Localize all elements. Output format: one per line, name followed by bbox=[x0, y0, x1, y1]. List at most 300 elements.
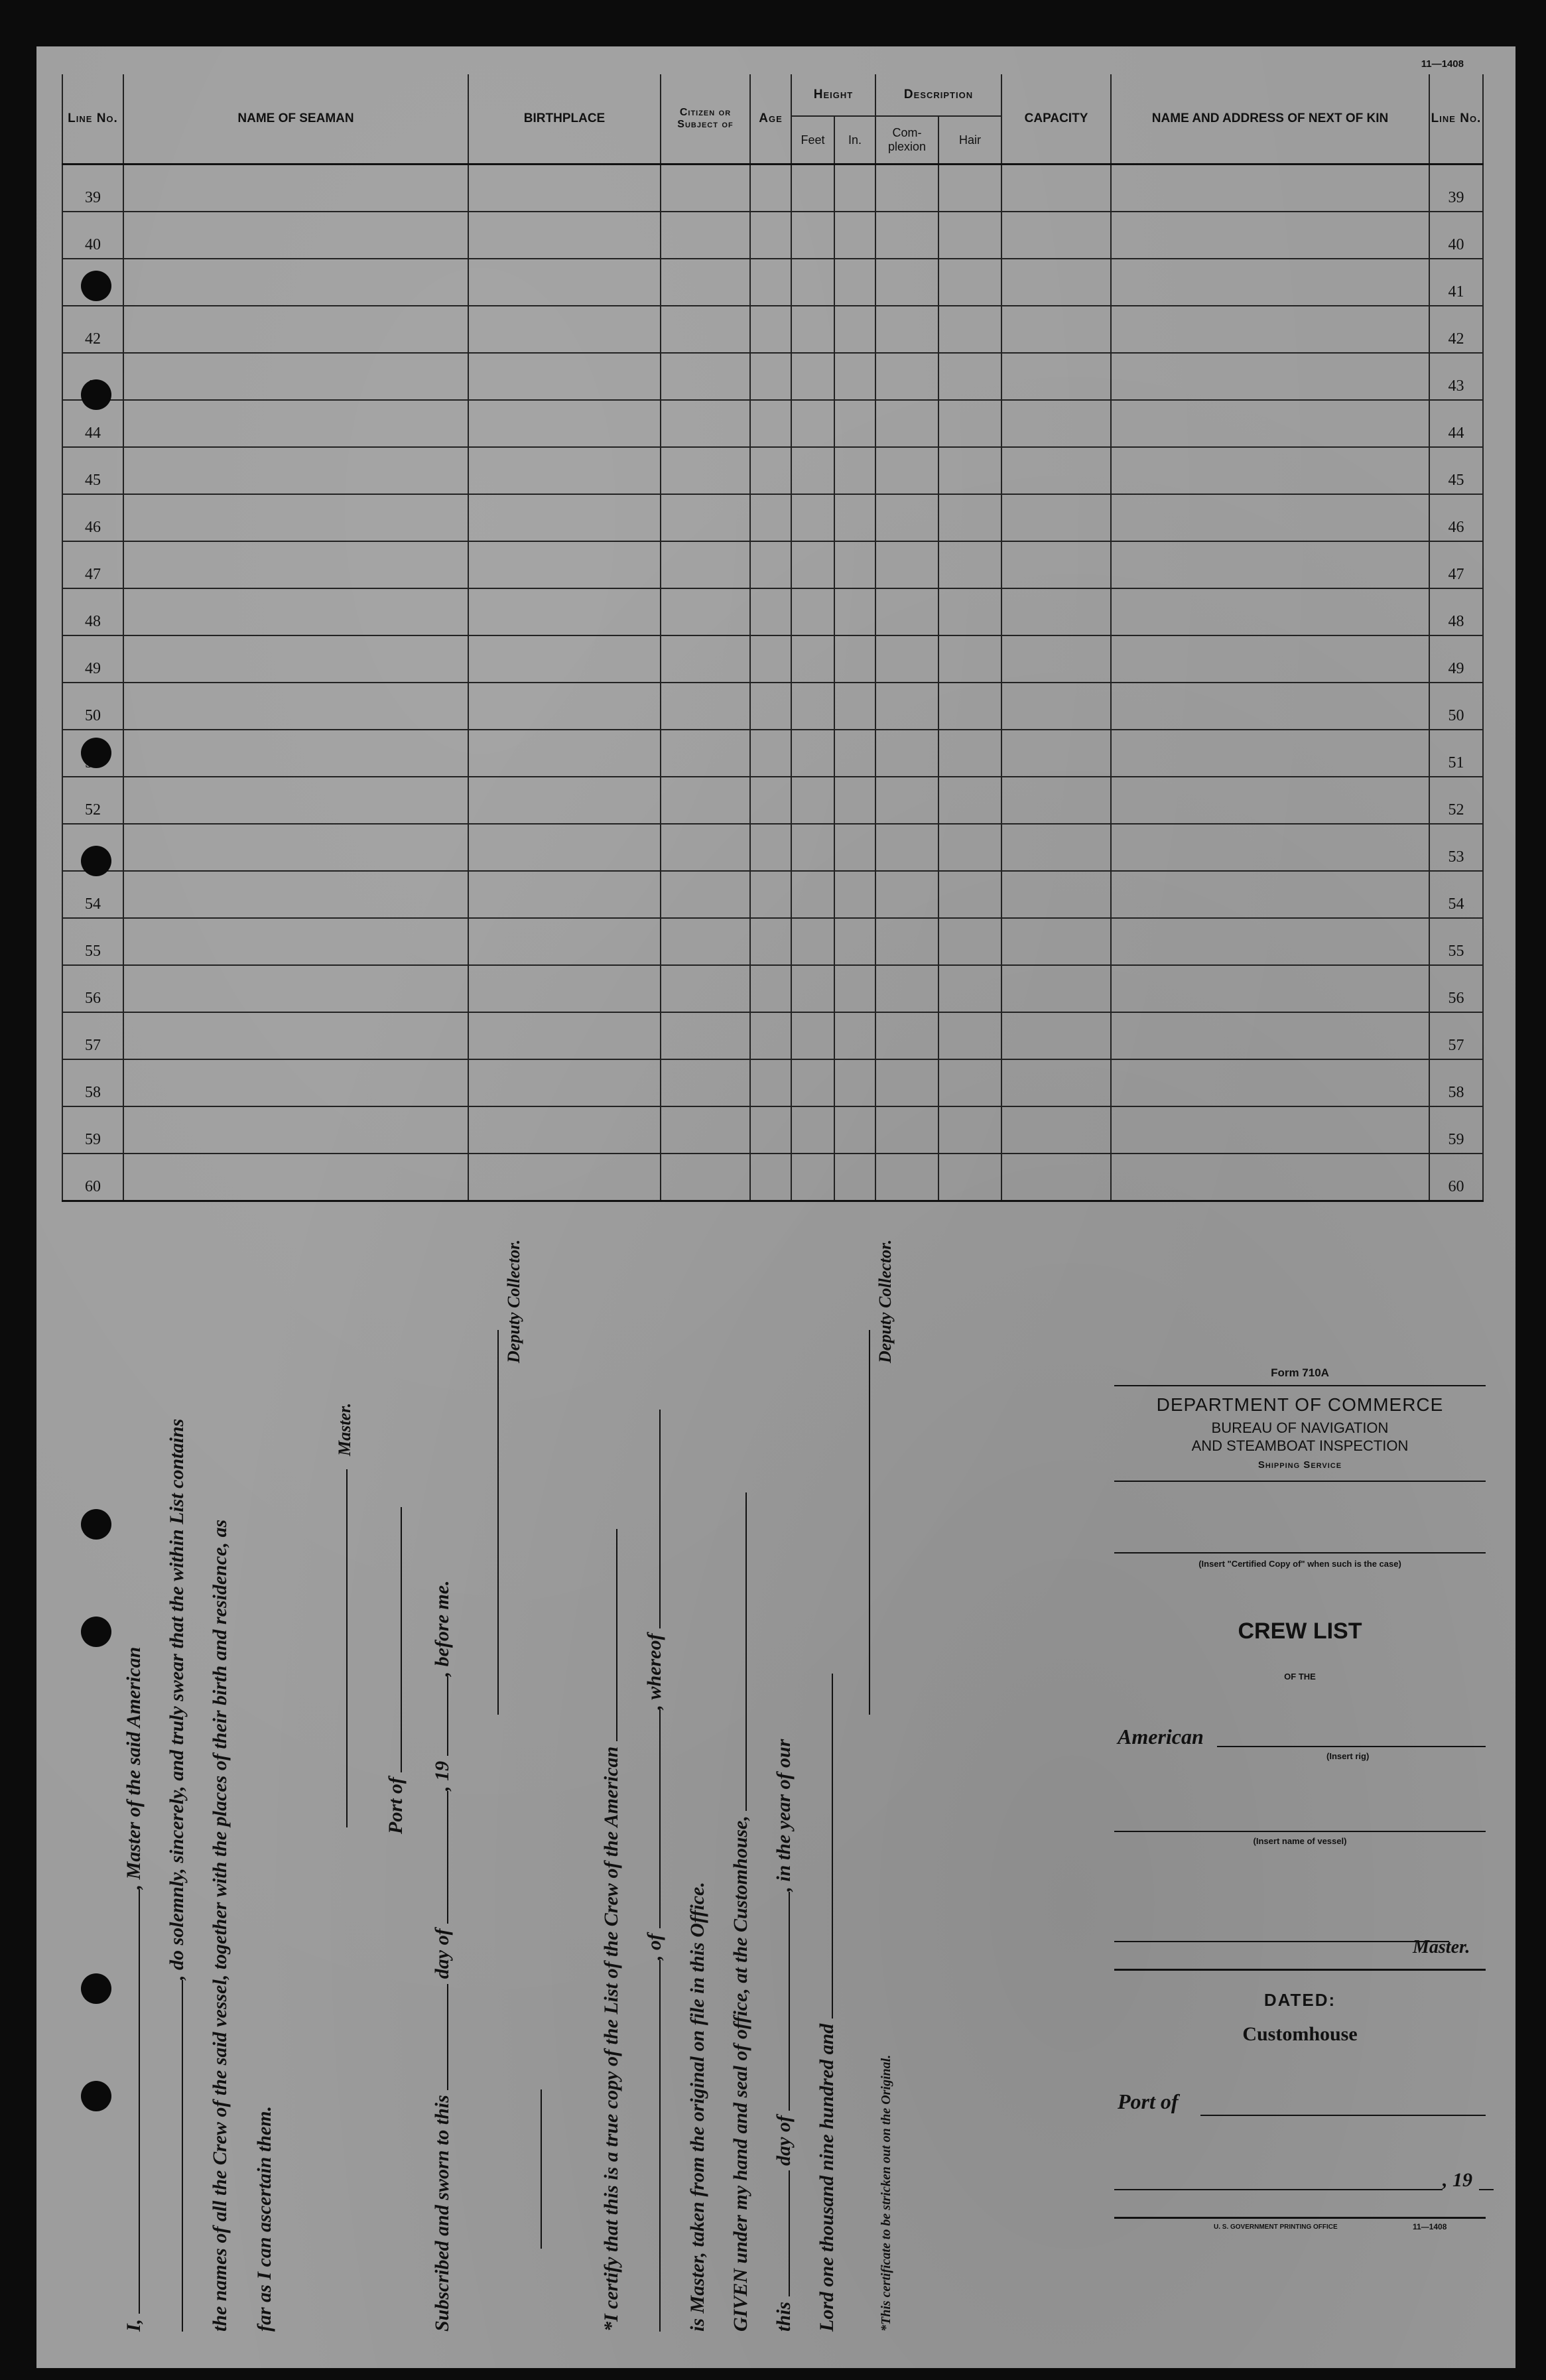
table-row bbox=[62, 965, 1483, 1012]
table-cell[interactable] bbox=[791, 447, 834, 494]
table-cell[interactable] bbox=[1001, 447, 1111, 494]
table-cell[interactable] bbox=[834, 259, 875, 306]
table-cell[interactable] bbox=[123, 730, 468, 777]
table-cell[interactable] bbox=[750, 1154, 791, 1201]
oath-of: , of bbox=[643, 1934, 665, 1960]
table-cell[interactable] bbox=[750, 777, 791, 824]
table-cell[interactable] bbox=[750, 1059, 791, 1106]
table-cell[interactable] bbox=[468, 165, 661, 212]
table-row bbox=[62, 1059, 1483, 1106]
table-cell[interactable] bbox=[1111, 541, 1429, 588]
table-cell[interactable] bbox=[1001, 683, 1111, 730]
table-cell[interactable] bbox=[750, 730, 791, 777]
line-number: 46 bbox=[62, 494, 123, 541]
table-cell[interactable] bbox=[750, 306, 791, 353]
table-cell[interactable] bbox=[123, 871, 468, 918]
table-cell[interactable] bbox=[791, 824, 834, 871]
table-cell[interactable] bbox=[123, 588, 468, 635]
table-cell[interactable] bbox=[661, 965, 750, 1012]
table-cell[interactable] bbox=[750, 918, 791, 965]
line-number-right: 49 bbox=[1429, 635, 1483, 683]
oath-block bbox=[106, 1217, 902, 2332]
table-cell[interactable] bbox=[875, 259, 938, 306]
table-cell[interactable] bbox=[875, 965, 938, 1012]
customhouse-label: Customhouse bbox=[1242, 2023, 1358, 2045]
table-cell[interactable] bbox=[938, 353, 1001, 400]
table-cell[interactable] bbox=[938, 777, 1001, 824]
table-cell[interactable] bbox=[875, 871, 938, 918]
table-cell[interactable] bbox=[834, 777, 875, 824]
table-cell[interactable] bbox=[661, 1012, 750, 1059]
table-cell[interactable] bbox=[750, 541, 791, 588]
table-cell[interactable] bbox=[791, 212, 834, 259]
table-cell[interactable] bbox=[791, 400, 834, 447]
table-cell[interactable] bbox=[1111, 306, 1429, 353]
oath-before-me: , before me. bbox=[431, 1580, 453, 1677]
oath-subscribed: Subscribed and sworn to this bbox=[431, 2095, 453, 2332]
line-number-right: 58 bbox=[1429, 1059, 1483, 1106]
line-number-right: 60 bbox=[1429, 1154, 1483, 1201]
form-number: Form 710A bbox=[1271, 1366, 1329, 1379]
table-cell[interactable] bbox=[938, 259, 1001, 306]
table-cell[interactable] bbox=[791, 165, 834, 212]
table-cell[interactable] bbox=[791, 353, 834, 400]
table-cell[interactable] bbox=[938, 494, 1001, 541]
table-cell[interactable] bbox=[661, 306, 750, 353]
table-cell[interactable] bbox=[750, 824, 791, 871]
table-cell[interactable] bbox=[875, 777, 938, 824]
table-cell[interactable] bbox=[661, 824, 750, 871]
table-cell[interactable] bbox=[750, 353, 791, 400]
table-cell[interactable] bbox=[123, 918, 468, 965]
table-row bbox=[62, 1106, 1483, 1154]
table-cell[interactable] bbox=[1111, 1106, 1429, 1154]
line-number: 44 bbox=[62, 400, 123, 447]
table-cell[interactable] bbox=[123, 683, 468, 730]
table-cell[interactable] bbox=[468, 212, 661, 259]
table-cell[interactable] bbox=[938, 871, 1001, 918]
table-cell[interactable] bbox=[875, 1154, 938, 1201]
table-cell[interactable] bbox=[468, 400, 661, 447]
table-cell[interactable] bbox=[938, 447, 1001, 494]
table-cell[interactable] bbox=[938, 400, 1001, 447]
table-cell[interactable] bbox=[468, 1106, 661, 1154]
table-cell[interactable] bbox=[123, 635, 468, 683]
table-cell[interactable] bbox=[938, 306, 1001, 353]
table-cell[interactable] bbox=[661, 1154, 750, 1201]
dept-of-commerce: DEPARTMENT OF COMMERCE bbox=[1156, 1394, 1444, 1415]
table-cell[interactable] bbox=[750, 635, 791, 683]
table-cell[interactable] bbox=[123, 965, 468, 1012]
american-label: American bbox=[1118, 1725, 1204, 1749]
table-cell[interactable] bbox=[123, 400, 468, 447]
table-cell[interactable] bbox=[875, 1059, 938, 1106]
table-cell[interactable] bbox=[938, 730, 1001, 777]
table-cell[interactable] bbox=[1001, 165, 1111, 212]
table-cell[interactable] bbox=[938, 1154, 1001, 1201]
table-cell[interactable] bbox=[875, 306, 938, 353]
table-cell[interactable] bbox=[1001, 1154, 1111, 1201]
table-cell[interactable] bbox=[791, 635, 834, 683]
line-number-right: 54 bbox=[1429, 871, 1483, 918]
oath-deputy-collector-2: Deputy Collector. bbox=[875, 1239, 895, 1363]
table-cell[interactable] bbox=[661, 494, 750, 541]
table-cell[interactable] bbox=[938, 1012, 1001, 1059]
table-cell[interactable] bbox=[875, 353, 938, 400]
table-cell[interactable] bbox=[1001, 212, 1111, 259]
header-next-of-kin: NAME AND ADDRESS OF NEXT OF KIN bbox=[1111, 74, 1429, 165]
table-cell[interactable] bbox=[791, 871, 834, 918]
table-cell[interactable] bbox=[750, 259, 791, 306]
table-cell[interactable] bbox=[468, 494, 661, 541]
form-code-top: 11—1408 bbox=[1421, 58, 1464, 70]
header-feet: Feet bbox=[791, 116, 834, 165]
table-cell[interactable] bbox=[791, 306, 834, 353]
table-cell[interactable] bbox=[468, 306, 661, 353]
table-cell[interactable] bbox=[123, 494, 468, 541]
header-name-of-seaman: NAME OF SEAMAN bbox=[123, 74, 468, 165]
line-number: 52 bbox=[62, 777, 123, 824]
table-cell[interactable] bbox=[834, 1106, 875, 1154]
table-cell[interactable] bbox=[1111, 494, 1429, 541]
table-cell[interactable] bbox=[468, 588, 661, 635]
table-cell[interactable] bbox=[1111, 635, 1429, 683]
table-cell[interactable] bbox=[834, 1059, 875, 1106]
table-cell[interactable] bbox=[791, 588, 834, 635]
table-cell[interactable] bbox=[661, 353, 750, 400]
table-cell[interactable] bbox=[468, 1059, 661, 1106]
table-cell[interactable] bbox=[661, 259, 750, 306]
table-cell[interactable] bbox=[938, 1059, 1001, 1106]
table-cell[interactable] bbox=[875, 588, 938, 635]
punch-hole bbox=[81, 738, 111, 768]
header-line-no-right: Line No. bbox=[1429, 74, 1483, 165]
deputy-collector-signature-line-2[interactable] bbox=[869, 1330, 870, 1715]
table-cell[interactable] bbox=[468, 1154, 661, 1201]
table-cell[interactable] bbox=[791, 1106, 834, 1154]
table-cell[interactable] bbox=[791, 494, 834, 541]
crew-table bbox=[62, 74, 1484, 1202]
table-cell[interactable] bbox=[938, 1106, 1001, 1154]
crew-list-title: CREW LIST bbox=[1238, 1619, 1362, 1644]
line-number-right: 55 bbox=[1429, 918, 1483, 965]
table-cell[interactable] bbox=[938, 824, 1001, 871]
table-cell[interactable] bbox=[1111, 400, 1429, 447]
table-cell[interactable] bbox=[468, 871, 661, 918]
table-cell[interactable] bbox=[1111, 730, 1429, 777]
table-cell[interactable] bbox=[791, 777, 834, 824]
table-cell[interactable] bbox=[791, 965, 834, 1012]
punch-hole bbox=[81, 846, 111, 876]
table-cell[interactable] bbox=[834, 824, 875, 871]
table-cell[interactable] bbox=[834, 212, 875, 259]
table-cell[interactable] bbox=[791, 918, 834, 965]
short-signature-line bbox=[541, 2089, 542, 2249]
line-number-right: 52 bbox=[1429, 777, 1483, 824]
table-cell[interactable] bbox=[834, 588, 875, 635]
punch-hole bbox=[81, 379, 111, 410]
table-cell[interactable] bbox=[123, 777, 468, 824]
table-cell[interactable] bbox=[875, 447, 938, 494]
table-cell[interactable] bbox=[468, 1012, 661, 1059]
table-cell[interactable] bbox=[1111, 259, 1429, 306]
table-row bbox=[62, 918, 1483, 965]
oath-i: I, bbox=[123, 2318, 145, 2332]
table-row bbox=[62, 588, 1483, 635]
table-cell[interactable] bbox=[875, 635, 938, 683]
table-cell[interactable] bbox=[875, 494, 938, 541]
table-cell[interactable] bbox=[1111, 1059, 1429, 1106]
table-cell[interactable] bbox=[834, 635, 875, 683]
table-cell[interactable] bbox=[875, 541, 938, 588]
table-cell[interactable] bbox=[875, 400, 938, 447]
table-cell[interactable] bbox=[661, 165, 750, 212]
table-row bbox=[62, 1012, 1483, 1059]
table-cell[interactable] bbox=[1001, 777, 1111, 824]
table-cell[interactable] bbox=[468, 635, 661, 683]
table-cell[interactable] bbox=[875, 824, 938, 871]
form-code-bottom: 11—1408 bbox=[1413, 2222, 1447, 2231]
table-cell[interactable] bbox=[938, 965, 1001, 1012]
table-cell[interactable] bbox=[1111, 1012, 1429, 1059]
table-cell[interactable] bbox=[834, 1154, 875, 1201]
table-cell[interactable] bbox=[938, 683, 1001, 730]
table-cell[interactable] bbox=[750, 683, 791, 730]
certified-copy-line[interactable] bbox=[1114, 1552, 1486, 1554]
table-cell[interactable] bbox=[791, 1059, 834, 1106]
table-cell[interactable] bbox=[1001, 1059, 1111, 1106]
table-cell[interactable] bbox=[661, 212, 750, 259]
master-signature-line[interactable] bbox=[346, 1469, 348, 1827]
table-cell[interactable] bbox=[834, 683, 875, 730]
table-cell[interactable] bbox=[661, 588, 750, 635]
table-row bbox=[62, 494, 1483, 541]
table-cell[interactable] bbox=[875, 212, 938, 259]
table-cell[interactable] bbox=[750, 400, 791, 447]
line-number-right: 57 bbox=[1429, 1012, 1483, 1059]
oath-lord: Lord one thousand nine hundred and bbox=[816, 2023, 838, 2332]
table-cell[interactable] bbox=[468, 259, 661, 306]
table-cell[interactable] bbox=[834, 353, 875, 400]
table-cell[interactable] bbox=[834, 871, 875, 918]
table-cell[interactable] bbox=[1111, 447, 1429, 494]
table-cell[interactable] bbox=[661, 777, 750, 824]
table-cell[interactable] bbox=[834, 730, 875, 777]
table-cell[interactable] bbox=[661, 635, 750, 683]
table-cell[interactable] bbox=[750, 494, 791, 541]
table-cell[interactable] bbox=[791, 1012, 834, 1059]
deputy-collector-signature-line-1[interactable] bbox=[497, 1330, 499, 1715]
table-cell[interactable] bbox=[834, 965, 875, 1012]
oath-given: GIVEN under my hand and seal of office, at the Customhouse, bbox=[730, 1816, 751, 2332]
oath-in-year: , in the year of our bbox=[773, 1739, 795, 1892]
table-cell[interactable] bbox=[750, 1106, 791, 1154]
table-cell[interactable] bbox=[1111, 1154, 1429, 1201]
table-cell[interactable] bbox=[1111, 588, 1429, 635]
table-cell[interactable] bbox=[750, 965, 791, 1012]
table-cell[interactable] bbox=[834, 494, 875, 541]
table-cell[interactable] bbox=[1001, 353, 1111, 400]
table-cell[interactable] bbox=[123, 1012, 468, 1059]
header-capacity: CAPACITY bbox=[1001, 74, 1111, 165]
table-cell[interactable] bbox=[1111, 871, 1429, 918]
table-cell[interactable] bbox=[468, 918, 661, 965]
oath-solemnly-swear: , do solemnly, sincerely, and truly swear that the within List contains bbox=[166, 1418, 188, 1980]
table-cell[interactable] bbox=[1001, 541, 1111, 588]
table-cell[interactable] bbox=[468, 683, 661, 730]
table-cell[interactable] bbox=[1111, 212, 1429, 259]
table-cell[interactable] bbox=[123, 353, 468, 400]
table-cell[interactable] bbox=[468, 965, 661, 1012]
master-label: Master. bbox=[1413, 1937, 1470, 1957]
table-cell[interactable] bbox=[750, 1012, 791, 1059]
table-cell[interactable] bbox=[1001, 635, 1111, 683]
table-cell[interactable] bbox=[938, 918, 1001, 965]
table-cell[interactable] bbox=[123, 1106, 468, 1154]
table-cell[interactable] bbox=[468, 824, 661, 871]
vessel-name-line[interactable] bbox=[1114, 1831, 1486, 1832]
table-cell[interactable] bbox=[1001, 400, 1111, 447]
table-cell[interactable] bbox=[661, 683, 750, 730]
table-cell[interactable] bbox=[834, 400, 875, 447]
table-cell[interactable] bbox=[1111, 683, 1429, 730]
line-number-right: 46 bbox=[1429, 494, 1483, 541]
table-cell[interactable] bbox=[791, 541, 834, 588]
table-cell[interactable] bbox=[791, 259, 834, 306]
table-cell[interactable] bbox=[1001, 259, 1111, 306]
table-cell[interactable] bbox=[791, 1154, 834, 1201]
table-cell[interactable] bbox=[1111, 824, 1429, 871]
table-cell[interactable] bbox=[468, 353, 661, 400]
line-number-right: 40 bbox=[1429, 212, 1483, 259]
table-cell[interactable] bbox=[875, 1012, 938, 1059]
oath-whereof: , whereof bbox=[643, 1633, 665, 1710]
table-cell[interactable] bbox=[791, 730, 834, 777]
table-row bbox=[62, 353, 1483, 400]
table-cell[interactable] bbox=[123, 1059, 468, 1106]
table-cell[interactable] bbox=[938, 541, 1001, 588]
table-cell[interactable] bbox=[661, 918, 750, 965]
table-cell[interactable] bbox=[938, 212, 1001, 259]
table-cell[interactable] bbox=[661, 730, 750, 777]
table-row bbox=[62, 871, 1483, 918]
table-cell[interactable] bbox=[468, 447, 661, 494]
table-cell[interactable] bbox=[834, 1012, 875, 1059]
table-cell[interactable] bbox=[123, 824, 468, 871]
table-cell[interactable] bbox=[938, 165, 1001, 212]
table-cell[interactable] bbox=[1001, 588, 1111, 635]
port-line[interactable] bbox=[1200, 2115, 1486, 2116]
header-height: Height bbox=[791, 74, 875, 116]
table-cell[interactable] bbox=[875, 918, 938, 965]
table-cell[interactable] bbox=[123, 212, 468, 259]
table-cell[interactable] bbox=[661, 447, 750, 494]
table-cell[interactable] bbox=[123, 447, 468, 494]
table-cell[interactable] bbox=[834, 306, 875, 353]
table-cell[interactable] bbox=[661, 1059, 750, 1106]
oath-year-19: , 19 bbox=[431, 1760, 453, 1791]
table-cell[interactable] bbox=[661, 541, 750, 588]
table-cell[interactable] bbox=[875, 165, 938, 212]
table-cell[interactable] bbox=[1111, 918, 1429, 965]
table-cell[interactable] bbox=[468, 730, 661, 777]
table-cell[interactable] bbox=[1111, 965, 1429, 1012]
table-cell[interactable] bbox=[791, 683, 834, 730]
table-cell[interactable] bbox=[123, 259, 468, 306]
table-cell[interactable] bbox=[750, 212, 791, 259]
table-cell[interactable] bbox=[1001, 918, 1111, 965]
line-number-right: 42 bbox=[1429, 306, 1483, 353]
table-cell[interactable] bbox=[123, 306, 468, 353]
header-line-no: Line No. bbox=[62, 74, 123, 165]
line-number-right: 53 bbox=[1429, 824, 1483, 871]
master-line[interactable] bbox=[1114, 1941, 1449, 1942]
table-cell[interactable] bbox=[750, 447, 791, 494]
table-cell[interactable] bbox=[1001, 824, 1111, 871]
table-cell[interactable] bbox=[834, 541, 875, 588]
punch-hole bbox=[81, 2081, 111, 2111]
line-number: 54 bbox=[62, 871, 123, 918]
table-cell[interactable] bbox=[834, 918, 875, 965]
table-cell[interactable] bbox=[661, 1106, 750, 1154]
table-cell[interactable] bbox=[1111, 777, 1429, 824]
rig-line[interactable] bbox=[1217, 1746, 1486, 1747]
table-cell[interactable] bbox=[834, 165, 875, 212]
table-cell[interactable] bbox=[875, 1106, 938, 1154]
table-cell[interactable] bbox=[834, 447, 875, 494]
punch-hole bbox=[81, 271, 111, 301]
line-number: 39 bbox=[62, 165, 123, 212]
table-cell[interactable] bbox=[468, 541, 661, 588]
table-row bbox=[62, 447, 1483, 494]
table-cell[interactable] bbox=[1111, 353, 1429, 400]
line-number-right: 56 bbox=[1429, 965, 1483, 1012]
year-19-label: , 19 bbox=[1443, 2169, 1472, 2191]
table-cell[interactable] bbox=[123, 541, 468, 588]
table-cell[interactable] bbox=[875, 683, 938, 730]
table-cell[interactable] bbox=[123, 1154, 468, 1201]
table-cell[interactable] bbox=[1001, 494, 1111, 541]
punch-hole bbox=[81, 1973, 111, 2004]
table-cell[interactable] bbox=[938, 635, 1001, 683]
table-cell[interactable] bbox=[750, 588, 791, 635]
oath-ascertain: far as I can ascertain them. bbox=[253, 2105, 275, 2332]
document-sheet bbox=[36, 46, 1515, 2368]
table-row bbox=[62, 165, 1483, 212]
table-cell[interactable] bbox=[750, 165, 791, 212]
table-cell[interactable] bbox=[661, 871, 750, 918]
line-number: 59 bbox=[62, 1106, 123, 1154]
table-cell[interactable] bbox=[123, 165, 468, 212]
table-cell[interactable] bbox=[1111, 165, 1429, 212]
oath-day-of: day of bbox=[431, 1928, 453, 1979]
table-cell[interactable] bbox=[1001, 965, 1111, 1012]
table-cell[interactable] bbox=[468, 777, 661, 824]
table-cell[interactable] bbox=[875, 730, 938, 777]
table-cell[interactable] bbox=[1001, 306, 1111, 353]
line-number: 50 bbox=[62, 683, 123, 730]
table-cell[interactable] bbox=[661, 400, 750, 447]
table-cell[interactable] bbox=[1001, 871, 1111, 918]
table-cell[interactable] bbox=[1001, 1106, 1111, 1154]
header-age: Age bbox=[750, 74, 791, 165]
table-cell[interactable] bbox=[750, 871, 791, 918]
date-line[interactable] bbox=[1114, 2189, 1443, 2190]
table-cell[interactable] bbox=[1001, 1012, 1111, 1059]
table-cell[interactable] bbox=[938, 588, 1001, 635]
table-cell[interactable] bbox=[1001, 730, 1111, 777]
insert-vessel-note: (Insert name of vessel) bbox=[1253, 1836, 1347, 1846]
